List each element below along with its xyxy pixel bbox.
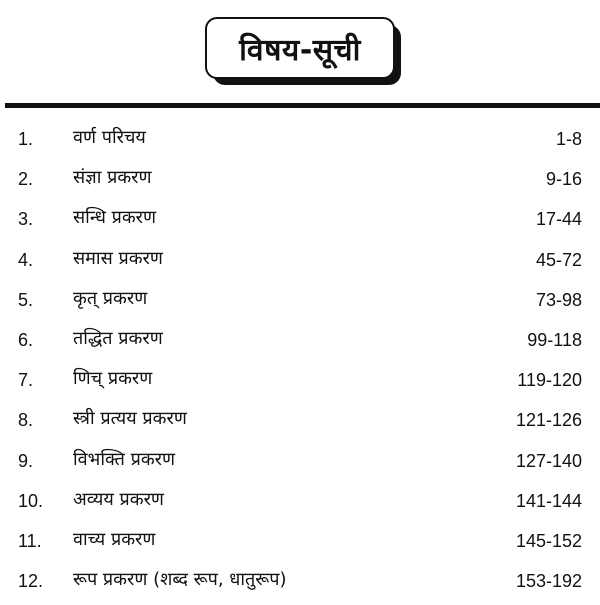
- entry-label: सन्धि प्रकरण: [73, 207, 157, 229]
- entry-label: वाच्य प्रकरण: [73, 528, 156, 550]
- toc-entry: [0, 278, 600, 318]
- entry-label: विभक्ति प्रकरण: [73, 448, 176, 470]
- entry-pages: 45-72: [535, 249, 582, 270]
- entry-pages: 121-126: [515, 410, 582, 431]
- entry-label: तद्धित प्रकरण: [73, 327, 163, 349]
- entry-label: णिच् प्रकरण: [73, 368, 153, 390]
- toc-entry: [0, 117, 600, 157]
- entry-label: समास प्रकरण: [73, 247, 163, 269]
- entry-label: संज्ञा प्रकरण: [73, 167, 152, 189]
- title-frame: [205, 17, 395, 79]
- entry-number: 9.: [18, 450, 34, 471]
- entry-number: 5.: [18, 289, 34, 310]
- toc-entry: [0, 439, 600, 479]
- toc-entry: [0, 519, 600, 559]
- toc-list: [0, 117, 600, 599]
- entry-number: 4.: [18, 249, 34, 270]
- toc-entry: [0, 559, 600, 599]
- entry-number: 12.: [18, 571, 44, 592]
- entry-pages: 99-118: [527, 329, 582, 350]
- entry-number: 11.: [18, 530, 42, 551]
- entry-pages: 145-152: [515, 530, 582, 551]
- entry-number: 1.: [18, 129, 34, 149]
- toc-entry: [0, 197, 600, 237]
- entry-number: 8.: [18, 410, 34, 431]
- entry-pages: 17-44: [535, 209, 582, 230]
- toc-entry: [0, 358, 600, 398]
- entry-pages: 119-120: [517, 370, 582, 391]
- entry-number: 2.: [18, 169, 34, 190]
- toc-entry: [0, 157, 600, 197]
- entry-label: कृत् प्रकरण: [73, 287, 148, 309]
- toc-entry: [0, 318, 600, 358]
- entry-label: रूप प्रकरण (शब्द रूप, धातुरूप): [73, 569, 287, 591]
- horizontal-divider: [5, 103, 600, 108]
- entry-pages: 141-144: [515, 490, 582, 511]
- entry-pages: 1-8: [555, 129, 582, 149]
- entry-number: 10.: [18, 490, 44, 511]
- toc-entry: [0, 479, 600, 519]
- toc-entry: [0, 398, 600, 438]
- page-title: विषय-सूची: [239, 32, 361, 68]
- entry-pages: 73-98: [535, 289, 582, 310]
- entry-pages: 127-140: [515, 450, 582, 471]
- entry-label: स्त्री प्रत्यय प्रकरण: [73, 408, 187, 430]
- entry-number: 7.: [18, 370, 34, 391]
- entry-pages: 153-192: [515, 571, 582, 592]
- entry-label: अव्यय प्रकरण: [73, 488, 164, 510]
- entry-pages: 9-16: [545, 169, 582, 190]
- toc-entry: [0, 238, 600, 278]
- title-box: [205, 17, 403, 87]
- entry-number: 3.: [18, 209, 34, 230]
- entry-number: 6.: [18, 329, 34, 350]
- entry-label: वर्ण परिचय: [73, 127, 146, 148]
